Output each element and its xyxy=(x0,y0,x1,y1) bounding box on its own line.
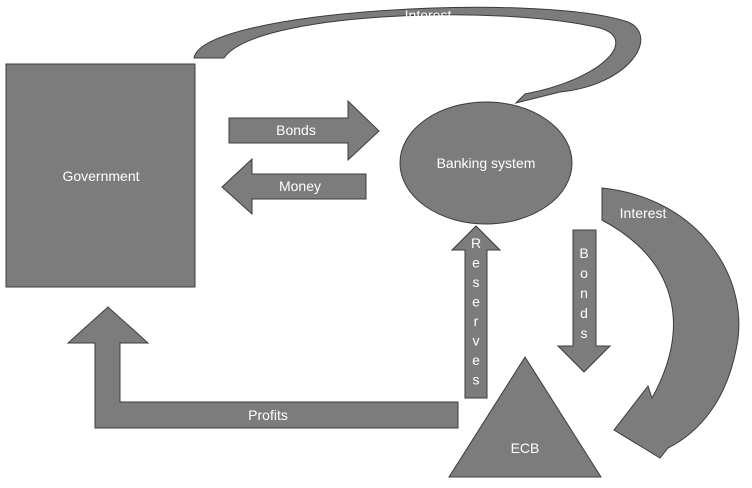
svg-text:Bonds: B o n d s xyxy=(579,245,589,341)
money-to-gov-label: Money xyxy=(278,178,322,194)
interest-top-label: Interest xyxy=(404,7,452,23)
government-label: Government xyxy=(62,168,140,184)
interest-right-label: Interest xyxy=(619,205,667,221)
profits-label: Profits xyxy=(248,407,288,423)
svg-text:Reserves: R e s e r v e s xyxy=(470,235,482,388)
interest-right-arrow xyxy=(602,188,739,458)
bonds-to-ecb-label xyxy=(579,245,588,341)
bonds-to-bank-label: Bonds xyxy=(276,122,316,138)
ecb-label: ECB xyxy=(510,440,540,456)
banking-system-label: Banking system xyxy=(436,155,536,171)
